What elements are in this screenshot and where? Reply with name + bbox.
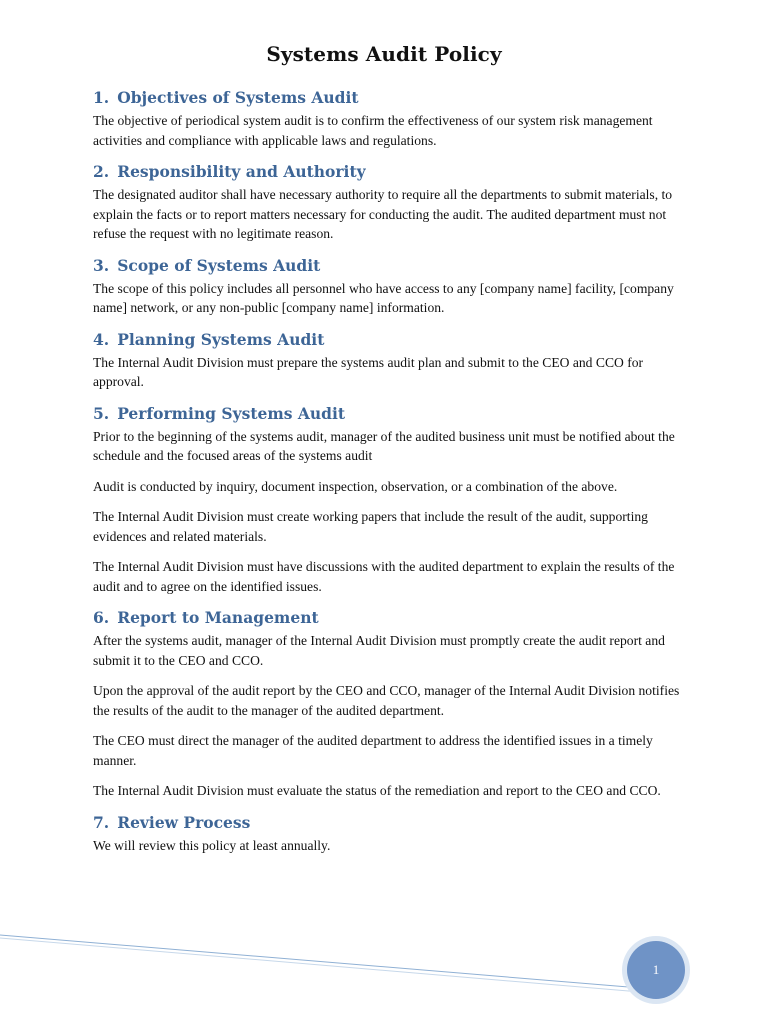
- paragraph: The Internal Audit Division must create working papers that include the result of the audit, supporting evidences and related materials.: [93, 509, 648, 544]
- section-review: [93, 812, 683, 856]
- footer-line: [0, 935, 640, 988]
- footer-line: [0, 938, 640, 992]
- section-performing: [93, 403, 683, 597]
- section-number: 4.: [93, 329, 110, 349]
- section-number: 6.: [93, 608, 110, 627]
- paragraph: The objective of periodical system audit is to confirm the effectiveness of our system risk management activities and compliance with applicable laws and regulations.: [93, 113, 653, 148]
- section-title: Planning Systems Audit: [117, 329, 325, 349]
- section-report: [93, 607, 683, 801]
- section-title: Scope of Systems Audit: [117, 255, 321, 275]
- section-number: 2.: [93, 162, 110, 181]
- paragraph: The scope of this policy includes all personnel who have access to any [company name] facility, [company name] network, or any non-public [company name] information.: [93, 280, 674, 315]
- section-title: Responsibility and Authority: [117, 162, 366, 181]
- section-title: Review Process: [117, 812, 251, 832]
- section-heading: [93, 161, 683, 183]
- section-title: Report to Management: [117, 608, 319, 627]
- section-heading: [93, 255, 683, 277]
- paragraph: Upon the approval of the audit report by the CEO and CCO, manager of the Internal Audit Division notifies the results of the audit to the manager of the audited department.: [93, 683, 680, 718]
- section-number: 1.: [93, 88, 110, 107]
- paragraph: The designated auditor shall have necessary authority to require all the departments to submit materials, to explain the facts or to report matters necessary for conducting the audit. The audited department must not refuse the request with no legitimate reason.: [93, 187, 673, 241]
- page-title: Systems Audit Policy: [266, 42, 502, 66]
- paragraph: Prior to the beginning of the systems audit, manager of the audited business unit must be notified about the schedule and the focused areas of the systems audit: [93, 428, 675, 463]
- paragraph: After the systems audit, manager of the Internal Audit Division must promptly create the audit report and submit it to the CEO and CCO.: [93, 633, 665, 668]
- document-body: [93, 84, 683, 866]
- section-heading: [93, 812, 683, 834]
- section-title: Objectives of Systems Audit: [117, 88, 359, 107]
- section-planning: [93, 329, 683, 392]
- section-number: 7.: [93, 812, 110, 832]
- section-number: 3.: [93, 255, 110, 275]
- section-number: 5.: [93, 403, 110, 423]
- paragraph: The Internal Audit Division must evaluate the status of the remediation and report to the CEO and CCO.: [93, 783, 661, 798]
- section-heading: [93, 87, 683, 109]
- paragraph: The CEO must direct the manager of the audited department to address the identified issues in a timely manner.: [93, 733, 653, 768]
- section-scope: [93, 255, 683, 318]
- paragraph: The Internal Audit Division must prepare the systems audit plan and submit to the CEO and CCO for approval.: [93, 354, 644, 389]
- paragraph: Audit is conducted by inquiry, document inspection, observation, or a combination of the above.: [93, 478, 618, 494]
- page-number: 1: [652, 962, 660, 977]
- section-heading: [93, 403, 683, 425]
- section-objectives: [93, 87, 683, 150]
- section-heading: [93, 607, 683, 629]
- section-heading: [93, 329, 683, 351]
- paragraph: The Internal Audit Division must have discussions with the audited department to explain the results of the audit and to agree on the identified issues.: [93, 559, 675, 594]
- paragraph: We will review this policy at least annually.: [93, 837, 331, 853]
- section-title: Performing Systems Audit: [117, 403, 346, 423]
- section-responsibility: [93, 161, 683, 244]
